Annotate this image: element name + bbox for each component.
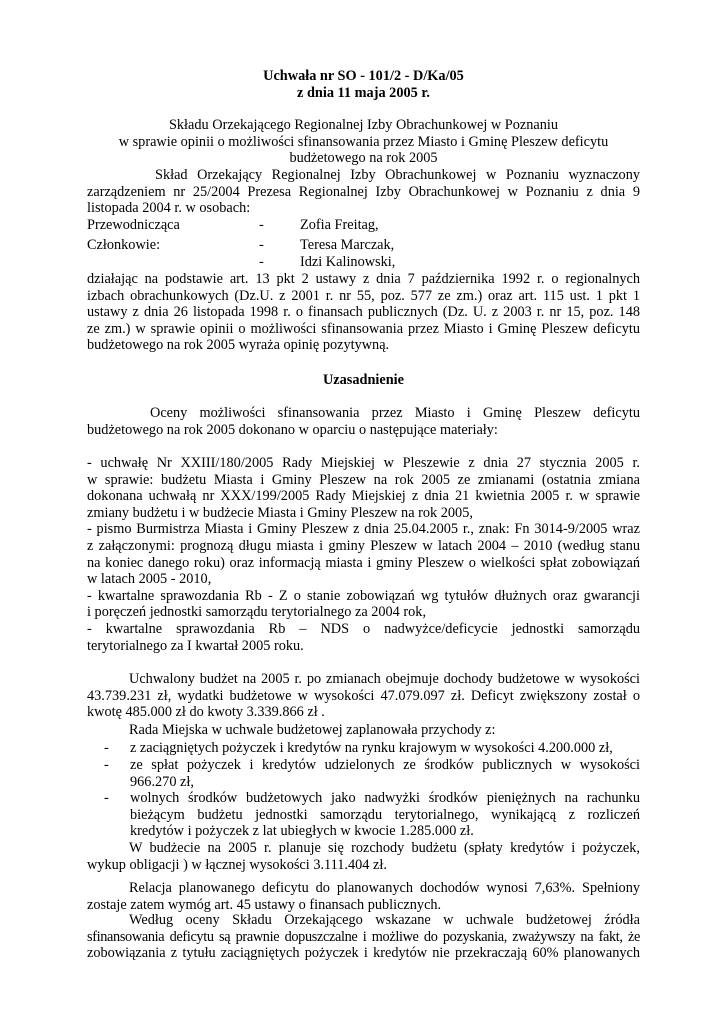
subject-line-3: budżetowego na rok 2005 xyxy=(289,150,438,167)
budget-line-1: Uchwalony budżet na 2005 r. po zmianach obejmuje dochody budżetowe w wysokości xyxy=(129,671,640,687)
materials-list xyxy=(87,455,640,654)
budget-line-3: kwotę 485.000 zł do kwoty 3.339.866 zł . xyxy=(87,704,325,721)
members-role: Członkowie: xyxy=(87,237,161,253)
revenue-bullet-3 xyxy=(130,790,640,840)
assessment-line-1: Według oceny Składu Orzekającego wskazane w uchwale budżetowej źródła xyxy=(129,912,640,928)
material-item-cont: na koniec danego roku) oraz informacją miasta i gminy Pleszew o wielkości spłat zobowiązań xyxy=(87,554,640,571)
title-line-1: Uchwała nr SO - 101/2 - D/Ka/05 xyxy=(263,68,464,84)
expenditure-paragraph xyxy=(87,840,640,873)
material-item-cont: dokonana uchwałą nr XXX/199/2005 Rady Miejskiej z dnia 21 kwietnia 2005 r. w sprawie xyxy=(87,488,640,505)
members-dash: - xyxy=(259,254,264,270)
resolution-line-5: budżetowego na rok 2005 wyraża opinię pozytywną. xyxy=(87,337,390,354)
resolution-title xyxy=(87,68,640,101)
material-item-cont: i poręczeń jednostki samorządu terytorialnego za 2004 rok, xyxy=(87,604,427,621)
members-dash: - xyxy=(259,217,264,233)
material-item: - uchwałę Nr XXIII/180/2005 Rady Miejskiej w Pleszewie z dnia 27 stycznia 2005 r. xyxy=(87,455,640,471)
material-item: - pismo Burmistrza Miasta i Gminy Pleszew z dnia 25.04.2005 r., znak: Fn 3014-9/2005 wraz xyxy=(87,521,640,538)
bullet-dash: - xyxy=(104,790,109,806)
revenue-bullet-text: wolnych środków budżetowych jako nadwyżki środków pieniężnych na rachunku xyxy=(130,790,640,806)
resolution-line-4: ze zm.) w sprawie opinii o możliwości sfinansowania przez Miasto i Gminę Pleszew deficytu xyxy=(87,320,640,337)
materials-intro xyxy=(87,405,640,438)
budget-paragraph xyxy=(87,671,640,721)
resolution-line-1: działając na podstawie art. 13 pkt 2 ustawy z dnia 7 października 1992 r. o regionalnych xyxy=(87,271,640,287)
expenditure-line-1: W budżecie na 2005 r. planuje się rozchody budżetu (spłaty kredytów i pożyczek, xyxy=(129,840,640,856)
ratio-paragraph xyxy=(87,880,640,913)
chair-role: Przewodnicząca xyxy=(87,217,180,233)
material-item-cont: zmiany budżetu i w budżecie Miasta i Gminy Pleszew na rok 2005, xyxy=(87,504,473,521)
bullet-dash: - xyxy=(104,757,109,773)
member-name: Idzi Kalinowski, xyxy=(300,254,396,270)
assessment-line-2: sfinansowania deficytu są prawnie dopuszczalne i możliwe do pozyskania, zważywszy na fakt, że xyxy=(87,928,640,945)
revenue-bullet-2 xyxy=(130,757,640,790)
material-item-cont: w latach 2005 - 2010, xyxy=(87,571,212,588)
subject-line-2: w sprawie opinii o możliwości sfinansowania przez Miasto i Gminę Pleszew deficytu xyxy=(118,133,609,150)
budget-line-2: 43.739.231 zł, wydatki budżetowe w wysokości 47.079.097 zł. Deficyt zwiększony został o xyxy=(87,687,640,704)
revenue-intro: Rada Miejska w uchwale budżetowej zaplanowała przychody z: xyxy=(129,722,496,738)
material-item: - kwartalne sprawozdania Rb - Z o stanie zobowiązań wg tytułów dłużnych oraz gwarancji xyxy=(87,587,640,604)
material-item-cont: w sprawie: budżetu Miasta i Gminy Pleszew na rok 2005 ze zmianami (ostatnia zmiana xyxy=(87,471,640,488)
revenue-bullet-text: kredytów i pożyczek z lat ubiegłych w kwocie 1.285.000 zł. xyxy=(130,823,474,840)
revenue-bullet-text: z zaciągniętych pożyczek i kredytów na rynku krajowym w wysokości 4.200.000 zł, xyxy=(130,740,613,756)
revenue-bullet-text: ze spłat pożyczek i kredytów udzielonych ze środków publicznych w wysokości xyxy=(130,757,640,773)
subject-line-1: Składu Orzekającego Regionalnej Izby Obrachunkowej w Poznaniu xyxy=(168,117,559,133)
resolution-body xyxy=(87,271,640,354)
revenue-bullet-1 xyxy=(130,740,640,757)
members-dash: - xyxy=(259,237,264,253)
justification-heading: Uzasadnienie xyxy=(322,372,405,388)
ratio-line-1: Relacja planowanego deficytu do planowanych dochodów wynosi 7,63%. Spełniony xyxy=(129,880,640,896)
resolution-subject xyxy=(87,117,640,167)
assessment-paragraph xyxy=(87,912,640,962)
intro-line-3: listopada 2004 r. w osobach: xyxy=(87,200,251,217)
assessment-line-3: zobowiązania z tytułu zaciągniętych pożyczek i kredytów nie przekraczają 60% planowanych xyxy=(87,945,640,962)
member-name: Zofia Freitag, xyxy=(300,217,379,233)
resolution-line-2: izbach obrachunkowych (Dz.U. z 2001 r. nr 55, poz. 577 ze zm.) oraz art. 115 ust. 1 pkt 1 xyxy=(87,287,640,304)
resolution-line-3: ustawy z dnia 26 listopada 1998 r. o finansach publicznych (Dz. U. z 2003 r. nr 15, poz. 148 xyxy=(87,304,640,321)
ratio-line-2: zostaje zatem wymóg art. 45 ustawy o finansach publicznych. xyxy=(87,896,442,913)
title-line-2: z dnia 11 maja 2005 r. xyxy=(297,84,430,101)
revenue-bullet-text: 966.270 zł, xyxy=(130,773,194,790)
materials-intro-line-1: Oceny możliwości sfinansowania przez Miasto i Gminę Pleszew deficytu xyxy=(150,405,640,421)
bullet-dash: - xyxy=(104,740,109,756)
intro-line-2: zarządzeniem nr 25/2004 Prezesa Regionalnej Izby Obrachunkowej w Poznaniu z dnia 9 xyxy=(87,183,640,200)
member-name: Teresa Marczak, xyxy=(300,237,395,253)
intro-line-1: Skład Orzekający Regionalnej Izby Obrachunkowej w Poznaniu wyznaczony xyxy=(155,167,640,183)
materials-intro-line-2: budżetowego na rok 2005 dokonano w oparciu o następujące materiały: xyxy=(87,421,498,438)
revenue-bullet-text: bieżącym budżetu jednostki samorządu terytorialnego, wynikającą z rozliczeń xyxy=(130,806,640,823)
material-item-cont: terytorialnego za I kwartał 2005 roku. xyxy=(87,637,304,654)
expenditure-line-2: wykup obligacji ) w łącznej wysokości 3.111.404 zł. xyxy=(87,856,387,873)
material-item-cont: z załączonymi: prognozą długu miasta i gminy Pleszew w latach 2004 – 2010 (według stanu xyxy=(87,537,640,554)
material-item: - kwartalne sprawozdania Rb – NDS o nadwyżce/deficycie jednostki samorządu xyxy=(87,620,640,637)
intro-paragraph xyxy=(87,167,640,217)
